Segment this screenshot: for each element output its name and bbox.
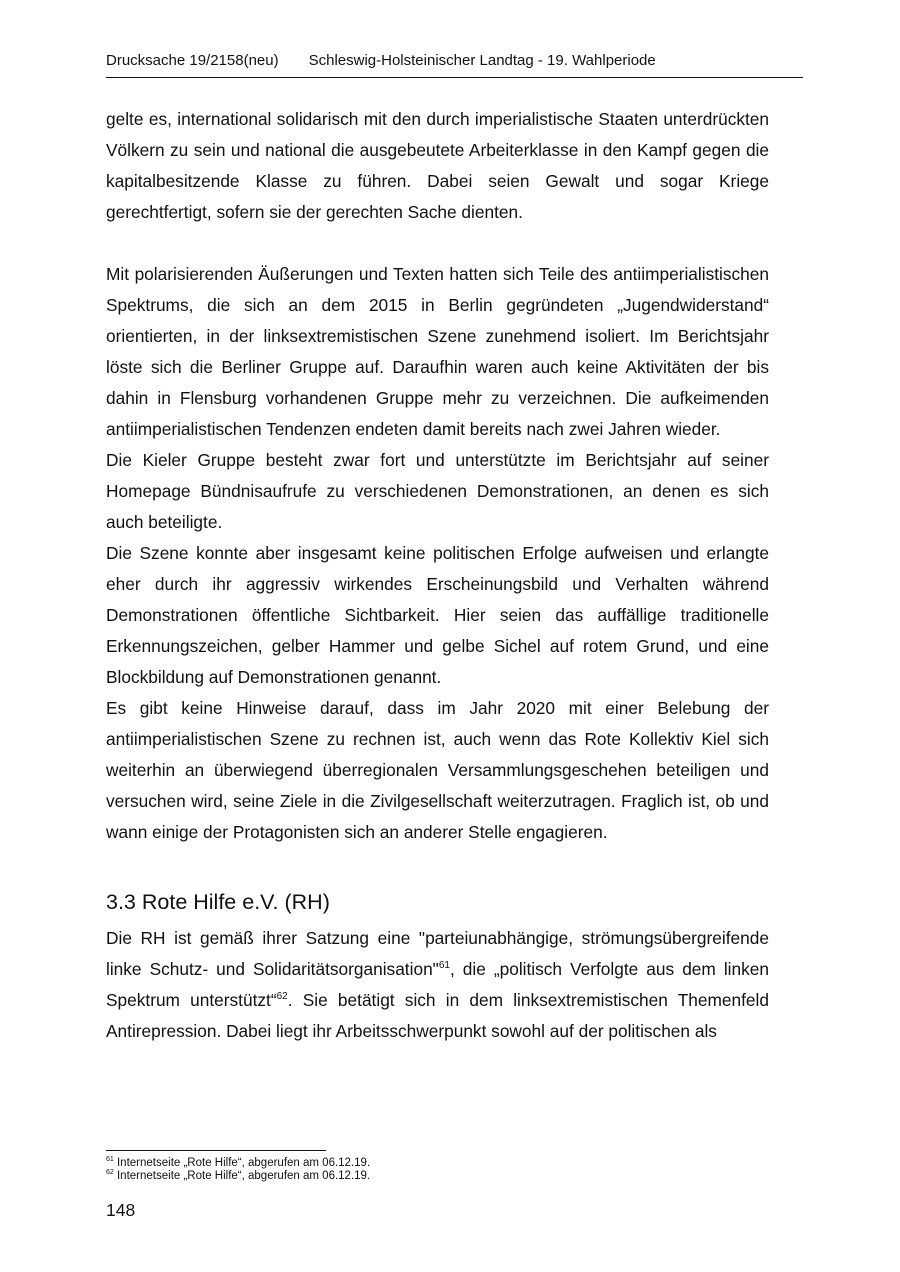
section-text-part: . Sie betätigt sich in dem linksextremistischen Themenfeld Antirepression. Dabei liegt ihr Arbeitsschwerpunkt sowohl auf der politischen als [106,990,769,1041]
footnote-number: 61 [106,1156,114,1164]
section-paragraph [106,923,769,1047]
page-number: 148 [106,1200,136,1220]
body-paragraph: Die Kieler Gruppe besteht zwar fort und unterstützte im Berichtsjahr auf seiner Homepage Bündnisaufrufe zu verschiedenen Demonstrationen, an denen es sich auch beteiligte. [106,450,769,532]
footnote-ref: 61 [438,960,450,972]
footnote [106,1170,769,1183]
section-heading: 3.3 Rote Hilfe e.V. (RH) [106,890,330,914]
body-paragraph: Mit polarisierenden Äußerungen und Texten hatten sich Teile des antiimperialistischen Spektrums, die sich an dem 2015 in Berlin gegründeten „Jugendwiderstand“ orientierten, in der linksextremistischen Szene zunehmend isoliert. Im Berichtsjahr löste sich die Berliner Gruppe auf. Daraufhin waren auch keine Aktivitäten der bis dahin in Flensburg vorhandenen Gruppe mehr zu verzeichnen. Die aufkeimenden antiimperialistischen Tendenzen endeten damit bereits nach zwei Jahren wieder. [106,264,769,439]
parliament-title: Schleswig-Holsteinischer Landtag - 19. Wahlperiode [308,52,656,69]
footnote-divider [106,1150,326,1151]
body-paragraph: gelte es, international solidarisch mit den durch imperialistische Staaten unterdrückten Völkern zu sein und national die ausgebeutete Arbeiterklasse in den Kampf gegen die kapitalbesitzende Klasse zu führen. Dabei seien Gewalt und sogar Kriege gerechtfertigt, sofern sie der gerechten Sache dienten. [106,109,769,222]
page-header [106,50,803,78]
body-paragraph: Die Szene konnte aber insgesamt keine politischen Erfolge aufweisen und erlangte eher durch ihr aggressiv wirkendes Erscheinungsbild und Verhalten während Demonstrationen öffentliche Sichtbarkeit. Hier seien das auffällige traditionelle Erkennungszeichen, gelber Hammer und gelbe Sichel auf rotem Grund, und eine Blockbildung auf Demonstrationen genannt. [106,543,769,687]
footnote-number: 62 [106,1169,114,1177]
page-body [106,104,769,1047]
footnote-text: Internetseite „Rote Hilfe“, abgerufen am 06.12.19. [113,1157,371,1169]
footnote [106,1157,769,1170]
footnotes [106,1157,769,1183]
section-text-part: , die „politisch Verfolgte aus dem linken Spektrum unterstützt“ [106,959,769,1010]
footnote-text: Internetseite „Rote Hilfe“, abgerufen am 06.12.19. [113,1170,371,1182]
footnote-ref: 62 [276,991,288,1003]
document-number: Drucksache 19/2158(neu) [106,52,279,69]
section-text-part: Die RH ist gemäß ihrer Satzung eine "parteiunabhängige, strömungsübergreifende linke Schutz- und Solidaritätsorganisation" [106,928,769,979]
body-paragraph: Es gibt keine Hinweise darauf, dass im Jahr 2020 mit einer Belebung der antiimperialistischen Szene zu rechnen ist, auch wenn das Rote Kollektiv Kiel sich weiterhin an überwiegend überregionalen Versammlungsgeschehen beteiligen und versuchen wird, seine Ziele in die Zivilgesellschaft weiterzutragen. Fraglich ist, ob und wann einige der Protagonisten sich an anderer Stelle engagieren. [106,698,769,842]
